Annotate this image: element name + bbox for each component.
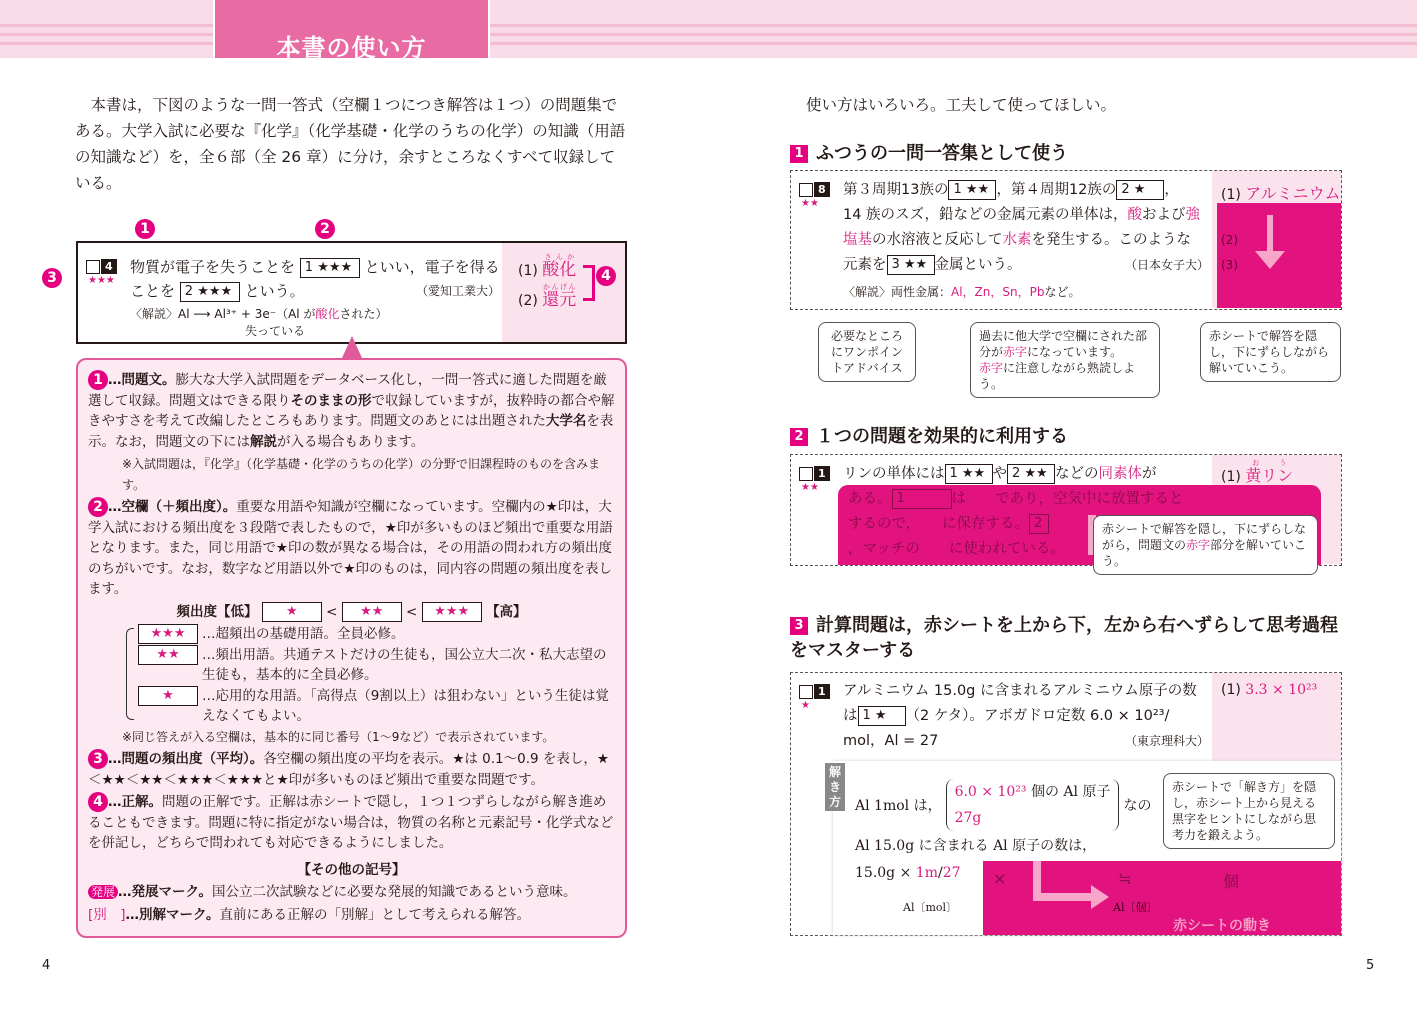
red-sheet	[1217, 203, 1341, 308]
intro-paragraph: 本書は，下図のような一問一答式（空欄１つにつき解答は１つ）の問題集である。大学入試に必要な『化学』（化学基礎・化学のうちの化学）の知識（用語の知識など）を，全６部（全 26 章）に分け，余すところなくすべて収録している。	[75, 96, 626, 192]
other-symbols-title: 【その他の記号】	[297, 861, 406, 878]
question-stars: ★★★	[88, 275, 115, 286]
question-text: アルミニウム 15.0g に含まれるアルミニウム原子の数 は 1 ★ （2 ケタ）。アボガドロ定数 6.0 × 10²³/ mol，Al = 27 （東京理科大）	[843, 683, 1209, 749]
section-3-question-box: 1 ★ アルミニウム 15.0g に含まれるアルミニウム原子の数 は 1 ★ （2 ケタ）。アボガドロ定数 6.0 × 10²³/ mol，Al = 27 （東京理科大） (1) 3.3 × 10²³ 解き方 Al 1mol は， 6.0 × 10²³ 個の Al 原子 27g なの Al 15.0g に含まれる Al 原子の数は， 15.0g × 1m/27 × ≒ 個 赤シートの動き Al〔mol〕 Al〔個〕 赤シートで「解き方」を隠し，赤シート上から見える黒字をヒントにしながら思考力を鍛えよう。	[790, 672, 1342, 936]
blank-2: 2 ★★★	[180, 282, 240, 302]
note-2: ※同じ答えが入る空欄は，基本的に同じ番号（1～9など）で表示されています。	[122, 729, 555, 744]
red-sheet-label: 赤シートの動き	[1173, 918, 1271, 934]
question-number: 4	[86, 259, 117, 274]
marker-3: 3	[42, 268, 62, 288]
marker-2: 2	[315, 219, 335, 239]
page-number-right: 5	[1366, 958, 1375, 973]
marker-1: 1	[135, 219, 155, 239]
checkbox-icon[interactable]	[799, 685, 813, 699]
section-3-heading: 3 計算問題は，赤シートを上から下，左から右へずらして思考過程をマスターする	[790, 615, 1338, 661]
checkbox-icon[interactable]	[86, 260, 100, 274]
commentary: 〈解説〉Al ⟶ Al³⁺ + 3e⁻（Al が酸化された） 失っている	[130, 307, 388, 338]
alternative-answer-mark-icon: [別 ]	[88, 906, 126, 923]
callout-red-sheet: 赤シートで解答を隠し，下にずらしながら解いていこう。	[1200, 322, 1341, 382]
page-number-left: 4	[42, 958, 51, 973]
note-1: ※入試問題は，『化学』（化学基礎・化学のうちの化学）の分野で旧課程時のものを含みます。	[122, 457, 601, 492]
frequency-levels: ★★★ …超頻出の基礎用語。全員必修。 ★★ …頻出用語。共通テストだけの生徒も，国公立大二次・私大志望の生徒も，基本的に全員必修。 ★ …応用的な用語。「高得点（9割以上）は狙わない」という生徒は覚えなくてもよい。	[88, 624, 615, 727]
question-text: 物質が電子を失うことを 1 ★★★ といい，電子を得る ことを 2 ★★★ という。 （愛知工業大）	[130, 255, 500, 303]
answers: (1) 酸化さんか (2) 還元かんげん	[518, 253, 577, 310]
question-text: 第３周期13族の 1 ★★ ，第４周期12族の 2 ★ ， 14 族のスズ，鉛などの金属元素の単体は，酸および強 塩基の水溶液と反応して水素を発生する。このような 元素を 3 ★★ 金属という。 （日本女子大）	[843, 182, 1209, 273]
callout-red-text: 過去に他大学で空欄にされた部分が赤字になっています。 赤字に注意しながら熟読しよう。	[970, 322, 1160, 398]
page-title: 本書の使い方	[213, 0, 490, 58]
frequency-scale: 頻出度【低】 ★ < ★★ < ★★★ 【高】	[176, 603, 527, 620]
pointer-triangle	[342, 336, 362, 358]
marker-4: 4	[596, 266, 616, 286]
callout-advice: 必要なところにワンポイントアドバイス	[818, 322, 916, 382]
section-2-heading: 2 １つの問題を効果的に利用する	[790, 422, 1068, 448]
advanced-mark-icon: 発展	[88, 885, 118, 899]
section-2-question-box: 1 ★★ リンの単体には 1 ★★ や 2 ★★ などの同素体が (1) 黄リンおう ある。 1 は であり，空気中に放置すると するので， に保存する。 2 ，マッチの に使われている。 赤シートで解答を隠し，下にずらしながら，問題文の赤字部分を解いていこう。	[790, 454, 1342, 566]
section-1-heading: 1 ふつうの一問一答集として使う	[790, 139, 1068, 165]
callout-red-sheet-slide: 赤シートで解答を隠し，下にずらしながら，問題文の赤字部分を解いていこう。	[1093, 515, 1318, 575]
right-intro: 使い方はいろいろ。工夫して使ってほしい。	[806, 96, 1117, 114]
label-count: Al〔個〕	[1113, 901, 1158, 914]
section-1-question-box: 8 ★★ 第３周期13族の 1 ★★ ，第４周期12族の 2 ★ ， 14 族のスズ，鉛などの金属元素の単体は，酸および強 塩基の水溶液と反応して水素を発生する。このような 元素を 3 ★★ 金属という。 （日本女子大） 〈解説〉両性金属：Al，Zn，Sn，Pbなど。 (1) アルミニウム (2) (3)	[790, 170, 1342, 310]
solution-area: 解き方 Al 1mol は， 6.0 × 10²³ 個の Al 原子 27g なの Al 15.0g に含まれる Al 原子の数は， 15.0g × 1m/27 × ≒ 個 赤シートの動き Al〔mol〕 Al〔個〕 赤シートで「解き方」を隠し，赤シート上から見える黒字をヒントにしながら思考力を鍛えよう。	[833, 761, 1341, 935]
blank-1: 1 ★★★	[300, 258, 360, 278]
red-sheet: × ≒ 個 赤シートの動き	[983, 861, 1341, 935]
question-text: リンの単体には 1 ★★ や 2 ★★ などの同素体が	[843, 466, 1157, 482]
checkbox-icon[interactable]	[799, 183, 813, 197]
label-mol: Al〔mol〕	[903, 901, 958, 914]
method-tag: 解き方	[825, 763, 845, 811]
checkbox-icon[interactable]	[799, 467, 813, 481]
red-sheet: ある。 1 は であり，空気中に放置すると するので， に保存する。 2 ，マッチの に使われている。	[838, 485, 1321, 565]
source-university: （愛知工業大）	[415, 284, 500, 298]
callout-method: 赤シートで「解き方」を隠し，赤シート上から見える黒字をヒントにしながら思考力を鍛えよう。	[1163, 773, 1335, 849]
explanation-box: 1 …問題文。膨大な大学入試問題をデータベース化し，一問一答式に適した問題を厳選して収録。問題文はできる限りそのままの形で収録していますが，抜粋時の都合や解きやすさを考えて改編したところもあります。問題文のあとには出題された大学名を表示。なお，問題文の下には解説が入る場合もあります。 ※入試問題は，『化学』（化学基礎・化学のうちの化学）の分野で旧課程時のものを含みます。 2 …空欄（＋頻出度）。重要な用語や知識が空欄になっています。空欄内の★印は，大学入試における頻出度を３段階で表したもので，★印が多いものほど頻出で重要な用語となります。また，同じ用語で★印の数が異なる場合は，その用語の問われ方の頻出度のちがいです。なお，数字など用語以外で★印のものは，同内容の問題の頻出度を表します。 頻出度【低】 ★ < ★★ < ★★★ 【高】 ★★★ …超頻出の基礎用語。全員必修。 ★★ …頻出用語。共通テストだけの生徒も，国公立大二次・私大志望の生徒も，基本的に全員必修。 ★ …応用的な用語。「高得点（9割以上）は狙わない」という生徒は覚えなくてもよい。 ※同じ答えが入る空欄は，基本的に同じ番号（1～9など）で表示されています。 3 …問題の頻出度（平均）。各空欄の頻出度の平均を表示。★は 0.1～0.9 を表し，★＜★★＜★★＜★★★＜★★★と★印が多いものほど頻出で重要な問題です。 4 …正解。問題の正解です。正解は赤シートで隠し，１つ１つずらしながら解き進めることもできます。問題に特に指定がない場合は，物質の名称と元素記号・化学式などを併記し，どちらで問われても対応できるようにしました。 【その他の記号】 発展 …発展マーク。国公立二次試験などに必要な発展的知識であるという意味。 [別 ]…別解マーク。直前にある正解の「別解」として考えられる解答。	[76, 358, 627, 938]
example-question-box	[76, 241, 627, 344]
answer-bracket	[583, 265, 595, 301]
